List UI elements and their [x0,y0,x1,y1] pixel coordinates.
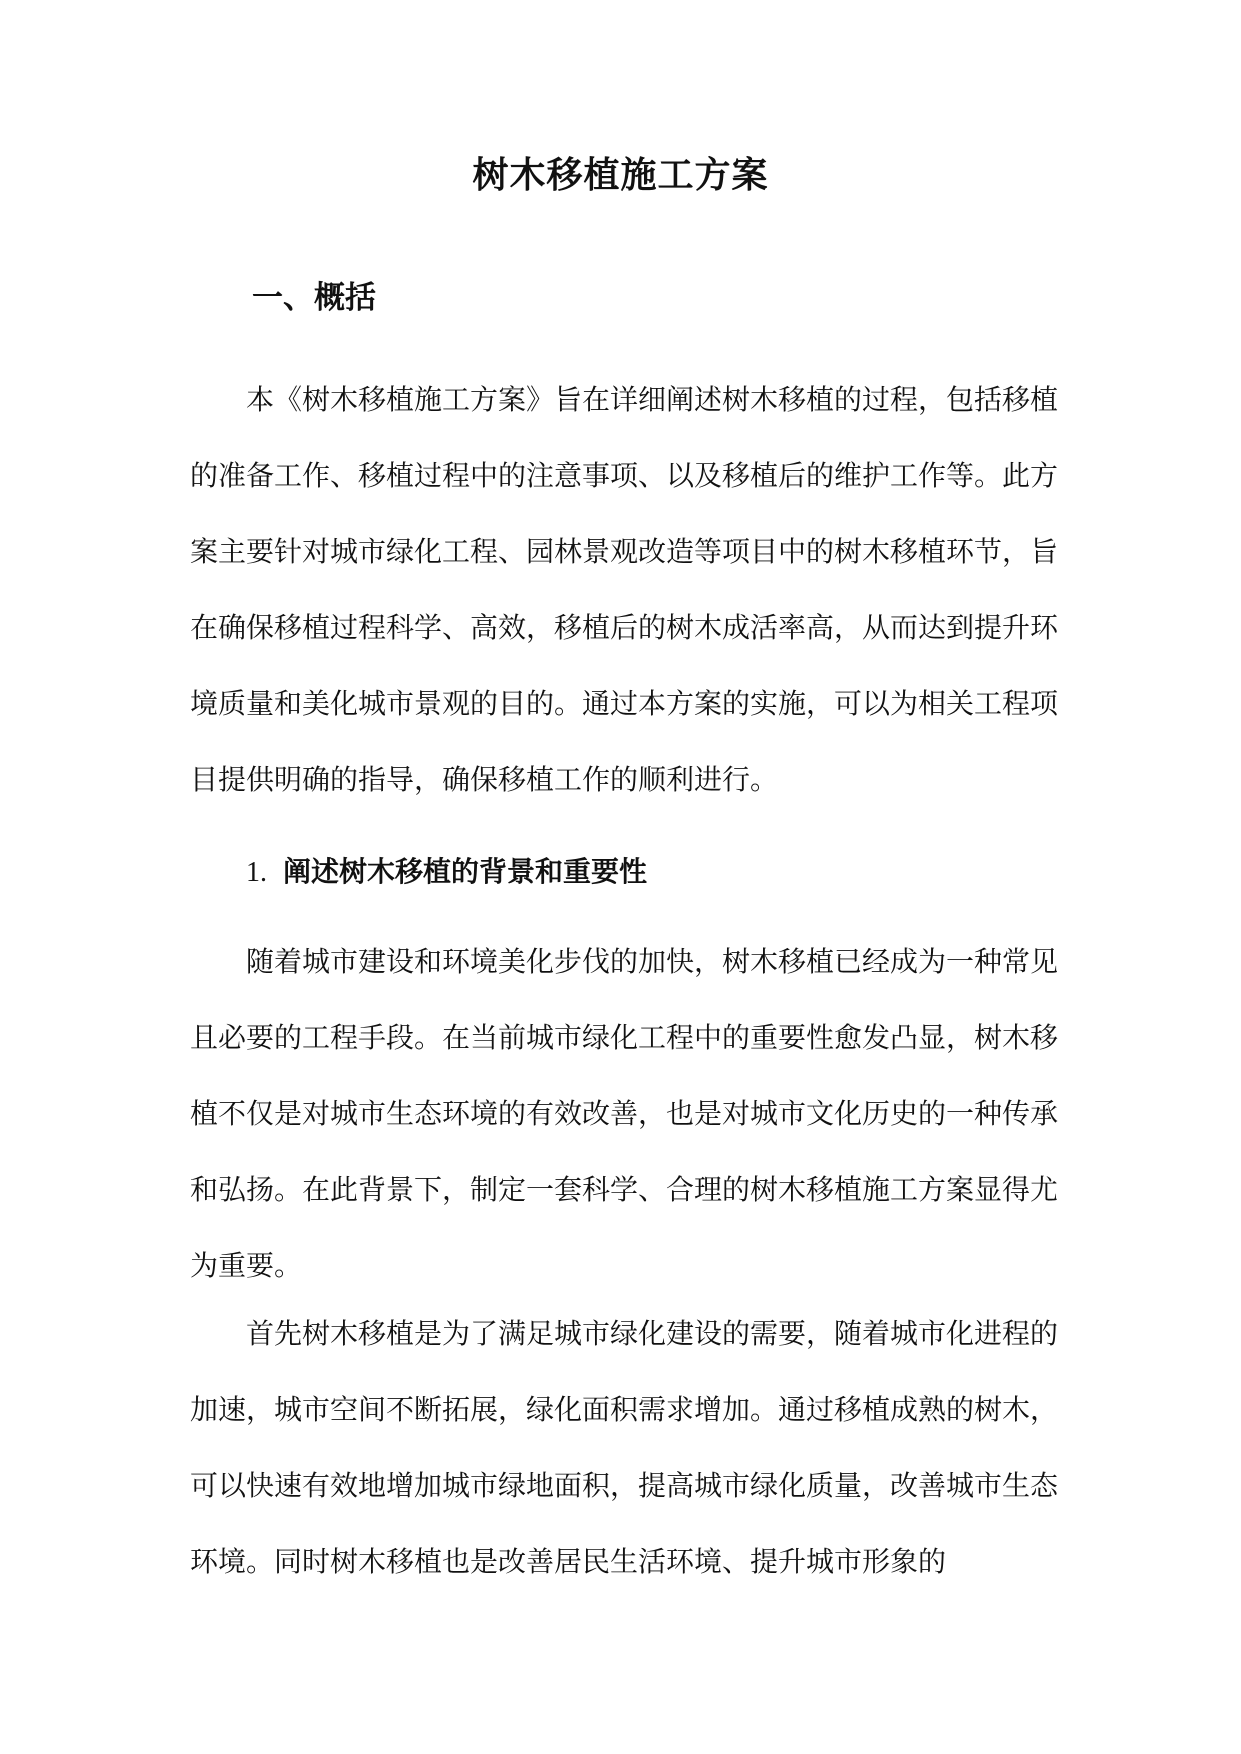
subsection-heading-text: 阐述树木移植的背景和重要性 [283,855,648,888]
subsection-heading-background [246,852,647,893]
background-paragraph-1: 随着城市建设和环境美化步伐的加快，树木移植已经成为一种常见且必要的工程手段。在当前城市绿化工程中的重要性愈发凸显，树木移植不仅是对城市生态环境的有效改善，也是对城市文化历史的一种传承和弘扬。在此背景下，制定一套科学、合理的树木移植施工方案显得尤为重要。 [190,945,1059,1282]
document-title: 树木移植施工方案 [472,155,769,196]
section-heading-overview: 一、概括 [252,280,376,316]
background-paragraph-2: 首先树木移植是为了满足城市绿化建设的需要，随着城市化进程的加速，城市空间不断拓展，绿化面积需求增加。通过移植成熟的树木，可以快速有效地增加城市绿地面积，提高城市绿化质量，改善城市生态环境。同时树木移植也是改善居民生活环境、提升城市形象的 [190,1317,1059,1578]
subsection-number: 1. [246,857,267,888]
overview-paragraph: 本《树木移植施工方案》旨在详细阐述树木移植的过程，包括移植的准备工作、移植过程中的注意事项、以及移植后的维护工作等。此方案主要针对城市绿化工程、园林景观改造等项目中的树木移植环节，旨在确保移植过程科学、高效，移植后的树木成活率高，从而达到提升环境质量和美化城市景观的目的。通过本方案的实施，可以为相关工程项目提供明确的指导，确保移植工作的顺利进行。 [190,383,1059,796]
